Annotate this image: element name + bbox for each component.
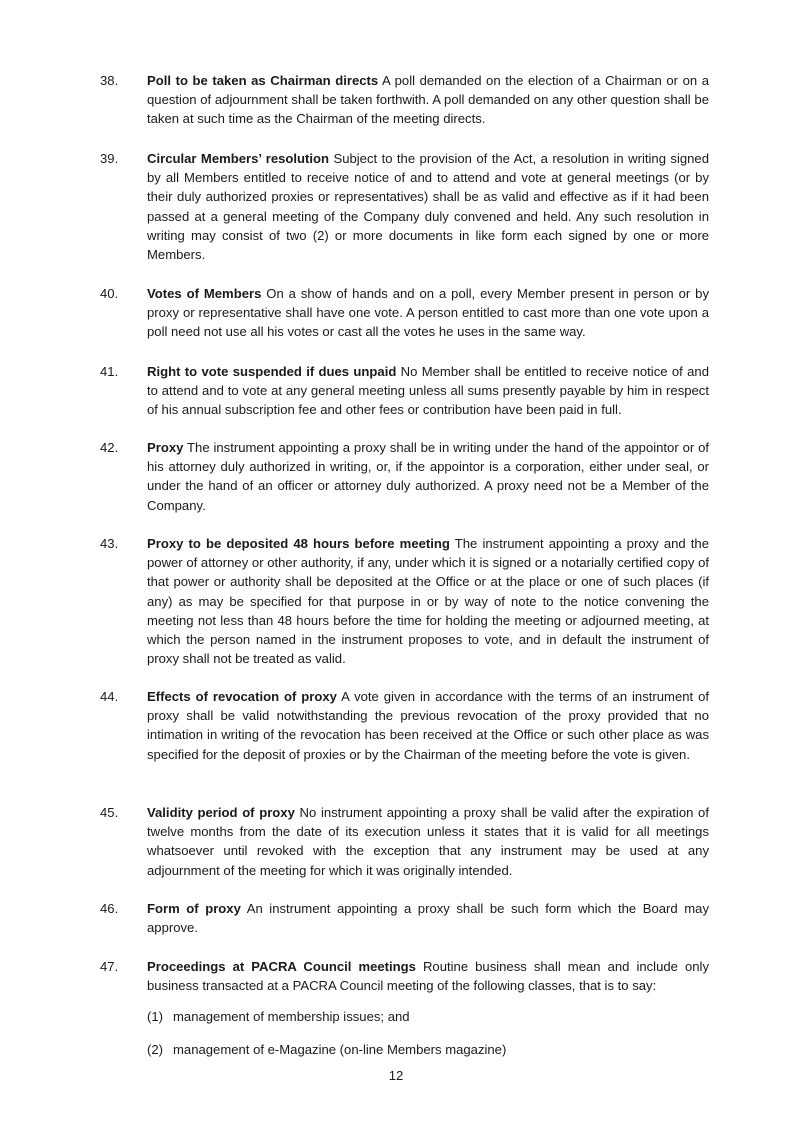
clause-text [147, 284, 709, 342]
clause-40 [100, 284, 710, 342]
clause-title: Form of proxy [147, 901, 241, 916]
clause-43 [100, 534, 710, 668]
sub-item-text: management of membership issues; and [173, 1009, 410, 1024]
clause-text [147, 534, 709, 668]
clause-body: An instrument appointing a proxy shall be such form which the Board may approve. [147, 901, 709, 936]
clause-body: The instrument appointing a proxy and the power of attorney or other authority, if any, under which it is signed or a notarially certified copy of that power or authority shall be deposited at the Office or at the place or one of such places (if any) as may be specified for that purpose in or by way of note to the notice convening the meeting not less than 48 hours before the time for holding the meeting or adjourned meeting, at which the person named in the instrument proposes to vote, and in default the instrument of proxy shall not be treated as valid. [147, 536, 709, 667]
clause-body: On a show of hands and on a poll, every Member present in person or by proxy or representative shall have one vote. A person entitled to cast more than one vote upon a poll need not use all his votes or cast all the votes he uses in the same way. [147, 286, 709, 340]
clause-text [147, 362, 709, 420]
clause-title: Effects of revocation of proxy [147, 689, 337, 704]
clause-44 [100, 687, 710, 764]
clause-number: 45. [100, 805, 119, 820]
clause-39 [100, 149, 710, 264]
sub-item-text: management of e-Magazine (on-line Members magazine) [173, 1042, 507, 1057]
clause-number: 42. [100, 440, 119, 455]
clause-title: Proxy to be deposited 48 hours before meeting [147, 536, 450, 551]
clause-body: No Member shall be entitled to receive notice of and to attend and to vote at any general meeting unless all sums presently payable by him in respect of his annual subscription fee and other fees or contribution have been paid in full. [147, 364, 709, 418]
clause-text [147, 149, 709, 264]
page-number: 12 [388, 1068, 404, 1083]
clause-number: 41. [100, 364, 119, 379]
clause-number: 38. [100, 73, 119, 88]
clause-number: 39. [100, 151, 119, 166]
clause-45 [100, 803, 710, 880]
clause-42 [100, 438, 710, 515]
clause-text [147, 438, 709, 515]
clause-47 [100, 957, 710, 995]
clause-number: 47. [100, 959, 119, 974]
clause-text [147, 687, 709, 764]
clause-number: 44. [100, 689, 119, 704]
clause-body: A vote given in accordance with the terms of an instrument of proxy shall be valid notwithstanding the previous revocation of the proxy provided that no intimation in writing of the revocation has been received at the Office or such other place as was specified for the deposit of proxies or by the Chairman of the meeting before the vote is given. [147, 689, 709, 762]
sub-item-number: (2) [147, 1042, 164, 1057]
clause-body: Subject to the provision of the Act, a resolution in writing signed by all Members entitled to receive notice of and to attend and vote at general meetings (or by their duly authorized proxies or representatives) shall be as valid and effective as if it had been passed at a general meeting of the Company duly convened and held. Any such resolution in writing may consist of two (2) or more documents in like form each signed by one or more Members. [147, 151, 709, 263]
clause-body: No instrument appointing a proxy shall be valid after the expiration of twelve months from the date of its execution unless it states that it is valid for all meetings whatsoever until revoked with the exception that any instrument may be used at any adjournment of the meeting for which it was originally intended. [147, 805, 709, 878]
clause-46 [100, 899, 710, 937]
clause-title: Circular Members’ resolution [147, 151, 330, 166]
clause-body: Routine business shall mean and include only business transacted at a PACRA Council meeting of the following classes, that is to say: [147, 959, 709, 994]
clause-41 [100, 362, 710, 420]
clause-title: Poll to be taken as Chairman directs [147, 73, 379, 88]
clause-body: A poll demanded on the election of a Chairman or on a question of adjournment shall be taken forthwith. A poll demanded on any other question shall be taken at such time as the Chairman of the meeting directs. [147, 73, 709, 127]
clause-title: Validity period of proxy [147, 805, 295, 820]
clause-title: Right to vote suspended if dues unpaid [147, 364, 397, 379]
sub-item-number: (1) [147, 1009, 164, 1024]
clause-text [147, 957, 709, 995]
clause-text [147, 899, 709, 937]
clause-text [147, 803, 709, 880]
sub-item-1 [147, 1007, 410, 1026]
clause-title: Proxy [147, 440, 184, 455]
clause-number: 43. [100, 536, 119, 551]
clause-number: 40. [100, 286, 119, 301]
sub-item-2 [147, 1040, 506, 1059]
clause-body: The instrument appointing a proxy shall be in writing under the hand of the appointor or of his attorney duly authorized in writing, or, if the appointor is a corporation, either under seal, or under the hand of an officer or attorney duly authorized. A proxy need not be a Member of the Company. [147, 440, 709, 513]
clause-text [147, 71, 709, 129]
clause-number: 46. [100, 901, 119, 916]
clause-title: Proceedings at PACRA Council meetings [147, 959, 416, 974]
clause-38 [100, 71, 710, 129]
clause-title: Votes of Members [147, 286, 262, 301]
